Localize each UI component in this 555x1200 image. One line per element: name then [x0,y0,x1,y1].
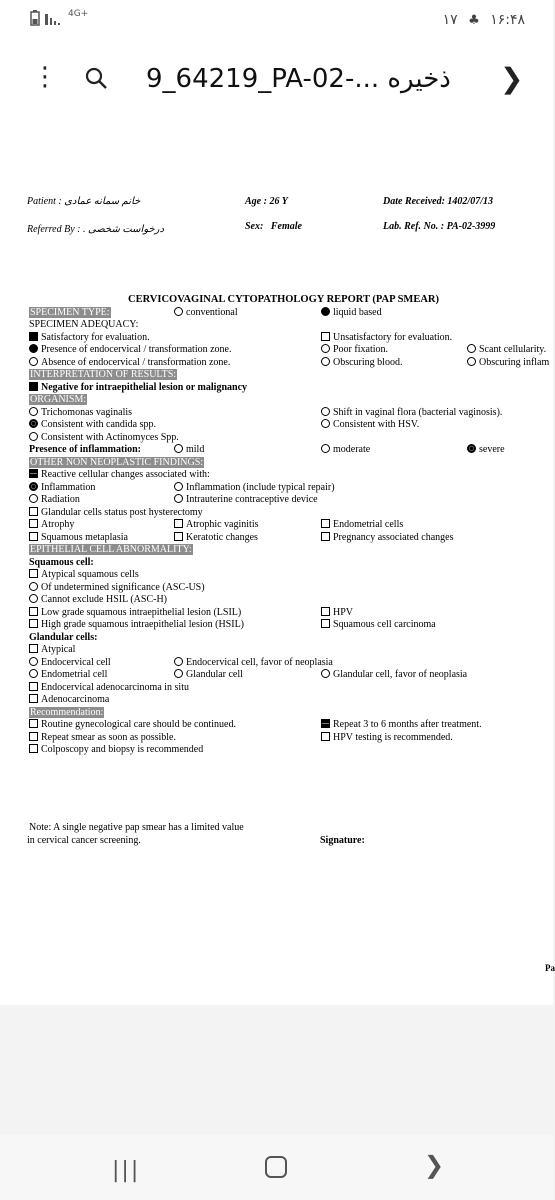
document-title: 9_64219_PA-02-... ذخیره [146,64,451,94]
option-absence-endo [29,357,230,369]
checkbox-icon [29,507,38,516]
endocervical-cell-label: Endocervical cell [41,657,111,668]
option-endometrial-cells [321,519,403,531]
option-actinomyces [29,432,179,444]
hpv-label: HPV [333,607,354,618]
system-nav-bar [0,1135,553,1200]
battery-icon [30,10,40,26]
radio-icon [29,657,38,666]
radio-icon [29,407,38,416]
radio-checked-icon [29,419,38,428]
option-repeat-3-6 [321,719,482,731]
endocervical-adeno-label: Endocervical adenocarcinoma in situ [41,682,189,693]
checkbox-icon [29,569,38,578]
repeat-3-6-label: Repeat 3 to 6 months after treatment. [333,719,482,730]
inflammation-label: Presence of inflammation: [29,444,142,455]
option-trichomonas [29,407,132,419]
inflammation-option-label: Inflammation [41,482,96,493]
option-liquid-based [321,307,382,319]
note-line-2: in cervical cancer screening. [27,835,141,846]
option-obscuring-inflam [467,357,549,369]
recents-icon[interactable]: ||| [112,1158,141,1183]
hsil-label: High grade squamous intraepithelial lesion (HSIL) [41,619,245,630]
glandular-neoplasia-label: Glandular cell, favor of neoplasia [333,669,468,680]
conventional-label: conventional [186,307,238,318]
radio-checked-icon [29,344,38,353]
radio-icon [29,582,38,591]
patient-name: خانم سمانه عمادی [64,196,141,207]
radio-icon [321,444,330,453]
report-title: CERVICOVAGINAL CYTOPATHOLOGY REPORT (PAP SMEAR) [128,294,439,305]
endometrial-cell-label: Endometrial cell [41,669,108,680]
back-icon[interactable]: ❯ [424,1151,445,1179]
checkbox-checked-icon [321,719,330,728]
option-atrophy [29,519,74,531]
option-shift-flora [321,407,502,419]
repeat-soon-label: Repeat smear as soon as possible. [41,732,176,743]
checkbox-icon [29,607,38,616]
recommendation-heading [29,707,104,719]
option-atrophic-vaginitis [174,519,259,531]
referred-value: درخواست شخصی [88,224,164,235]
squamous-cell-heading: Squamous cell: [29,557,94,568]
atypical-label: Atypical [41,644,76,655]
pdf-page [0,120,553,1005]
checkbox-icon [29,719,38,728]
checkbox-icon [321,607,330,616]
radio-icon [174,657,183,666]
lab-label: Lab. Ref. No. : [383,221,445,232]
glandular-cell-label: Glandular cell [186,669,243,680]
signature-label: Signature: [320,835,365,846]
radio-icon [174,494,183,503]
unsatisfactory-label: Unsatisfactory for evaluation. [333,332,453,343]
checkbox-icon [29,519,38,528]
checkbox-icon [29,682,38,691]
option-candida [29,419,156,431]
lab-value: PA-02-3999 [446,221,496,232]
epithelial-label: EPITHELIAL CELL ABNORMALITY: [30,544,192,555]
hpv-testing-label: HPV testing is recommended. [333,732,453,743]
radio-icon [174,307,183,316]
endocervical-neoplasia-label: Endocervical cell, favor of neoplasia [186,657,333,668]
option-routine [29,719,236,731]
checkbox-checked-icon [29,469,38,478]
endometrial-cells-label: Endometrial cells [333,519,404,530]
asc-us-label: Of undetermined significance (ASC-US) [41,582,205,593]
status-bar [0,0,553,42]
option-radiation [29,494,80,506]
option-satisfactory [29,332,150,344]
actinomyces-label: Consistent with Actinomyces Spp. [41,432,179,443]
checkbox-checked-icon [29,332,38,341]
status-right [443,12,525,28]
other-findings-heading [29,457,204,469]
radio-icon [174,444,183,453]
option-pregnancy [321,532,454,544]
colposcopy-label: Colposcopy and biopsy is recommended [41,744,204,755]
routine-label: Routine gynecological care should be continued. [41,719,236,730]
checkbox-checked-icon [29,382,38,391]
option-hsil [29,619,244,631]
squamous-metaplasia-label: Squamous metaplasia [41,532,128,543]
option-scant [467,344,546,356]
date-value: 1402/07/13 [447,196,493,207]
patient-label: Patient : [27,196,62,207]
option-inflam-repair [174,482,335,494]
option-asc-h [29,594,167,606]
radio-icon [467,344,476,353]
app-toolbar [0,42,553,120]
checkbox-icon [321,619,330,628]
option-asc-us [29,582,205,594]
option-glandular-status [29,507,203,519]
radio-icon [29,357,38,366]
referred-row [27,224,164,236]
patient-row [27,196,140,208]
age-row [245,196,288,208]
obscuring-blood-label: Obscuring blood. [333,357,403,368]
lab-row [383,221,495,233]
option-poor-fixation [321,344,388,356]
satisfactory-label: Satisfactory for evaluation. [41,332,150,343]
radio-icon [321,344,330,353]
option-hsv [321,419,419,431]
home-icon[interactable] [265,1156,287,1178]
search-icon[interactable] [84,66,108,94]
age-value: 26 Y [269,196,288,207]
asc-h-label: Cannot exclude HSIL (ASC-H) [41,594,167,605]
option-reactive [29,469,210,481]
option-endocervical-adeno [29,682,189,694]
keratotic-label: Keratotic changes [186,532,258,543]
option-severe [467,444,505,456]
option-glandular-neoplasia [321,669,467,681]
sex-row [245,221,302,233]
more-vert-icon[interactable]: ⋮ [32,62,58,92]
option-atypical-squamous [29,569,139,581]
organism-heading [29,394,87,406]
interpretation-heading [29,369,177,381]
note-line-1: Note: A single negative pap smear has a limited value [29,822,244,833]
pregnancy-label: Pregnancy associated changes [333,532,454,543]
option-presence-endo [29,344,231,356]
option-hpv-testing [321,732,453,744]
date-row [383,196,493,208]
option-squamous-metaplasia [29,532,128,544]
radio-icon [29,432,38,441]
recommendation-label: Recommendation: [30,707,104,718]
option-repeat-soon [29,732,176,744]
atrophy-label: Atrophy [41,519,75,530]
option-keratotic [174,532,258,544]
sex-value: Female [270,221,302,232]
inflam-repair-label: Inflammation (include typical repair) [186,482,335,493]
specimen-type-heading [29,307,111,319]
sex-label: Sex: [245,221,264,232]
checkbox-icon [321,532,330,541]
option-mild [174,444,204,456]
radio-icon [29,669,38,678]
scc-label: Squamous cell carcinoma [333,619,436,630]
checkbox-icon [29,644,38,653]
radio-icon [321,669,330,678]
radio-icon [174,669,183,678]
poor-fixation-label: Poor fixation. [333,344,388,355]
liquid-based-label: liquid based [333,307,382,318]
checkbox-icon [174,519,183,528]
option-scc [321,619,436,631]
absence-endo-label: Absence of endocervical / transformation zone. [41,357,231,368]
glandular-cells-heading: Glandular cells: [29,632,98,643]
shift-flora-label: Shift in vaginal flora (bacterial vaginosis). [333,407,503,418]
radio-checked-icon [29,482,38,491]
severe-label: severe [479,444,505,455]
atrophic-vaginitis-label: Atrophic vaginitis [186,519,259,530]
adenocarcinoma-label: Adenocarcinoma [41,694,110,705]
checkbox-icon [29,732,38,741]
radio-icon [321,407,330,416]
lsil-label: Low grade squamous intraepithelial lesion (LSIL) [41,607,242,618]
option-endocervical-neoplasia [174,657,333,669]
chevron-right-icon[interactable]: ❯ [500,62,524,95]
date-label: Date Received: [383,196,445,207]
candida-label: Consistent with candida spp. [41,419,156,430]
reactive-label: Reactive cellular changes associated with: [41,469,210,480]
date-day: ۱۷ [442,12,458,28]
option-moderate [321,444,370,456]
organism-label: ORGANISM: [30,394,87,405]
radio-icon [174,482,183,491]
specimen-adequacy-heading: SPECIMEN ADEQUACY: [29,319,139,330]
radio-icon [29,594,38,603]
checkbox-icon [321,332,330,341]
radio-icon [29,494,38,503]
option-iud [174,494,318,506]
checkbox-icon [29,744,38,753]
age-label: Age : [245,196,267,207]
trichomonas-label: Trichomonas vaginalis [41,407,133,418]
radio-icon [467,357,476,366]
option-adenocarcinoma [29,694,109,706]
option-obscuring-blood [321,357,402,369]
signal-icon [44,10,64,26]
epithelial-heading [29,544,193,556]
viewer-background [0,1005,553,1135]
moderate-label: moderate [333,444,371,455]
specimen-type-label: SPECIMEN TYPE: [30,307,110,318]
option-lsil [29,607,241,619]
scant-label: Scant cellularity. [479,344,547,355]
checkbox-icon [29,619,38,628]
status-left [30,10,88,26]
checkbox-icon [321,732,330,741]
option-endocervical-cell [29,657,111,669]
checkbox-icon [29,694,38,703]
option-conventional [174,307,238,319]
radiation-label: Radiation [41,494,80,505]
option-colposcopy [29,744,203,756]
mild-label: mild [186,444,205,455]
interpretation-label: INTERPRETATION OF RESULTS: [30,369,177,380]
network-type: 4G+ [68,9,89,19]
radio-icon [321,357,330,366]
clock: ۱۶:۴۸ [490,12,525,28]
checkbox-icon [321,519,330,528]
radio-checked-icon [321,307,330,316]
iud-label: Intrauterine contraceptive device [186,494,318,505]
option-atypical [29,644,75,656]
option-negative [29,382,247,394]
checkbox-icon [29,532,38,541]
option-unsatisfactory [321,332,452,344]
radio-icon [321,419,330,428]
hsv-label: Consistent with HSV. [333,419,420,430]
option-hpv [321,607,353,619]
glandular-status-label: Glandular cells status post hysterectomy [41,507,203,518]
radio-checked-icon [467,444,476,453]
obscuring-inflam-label: Obscuring inflam [479,357,550,368]
page-label: Pa [545,963,555,973]
option-glandular-cell [174,669,243,681]
negative-label: Negative for intraepithelial lesion or malignancy [41,382,248,393]
atypical-squamous-label: Atypical squamous cells [41,569,139,580]
presence-endo-label: Presence of endocervical / transformation zone. [41,344,232,355]
notification-icon: ♣ [468,13,480,28]
option-endometrial-cell [29,669,107,681]
option-inflammation [29,482,95,494]
referred-label: Referred By : . [27,224,86,235]
other-findings-label: OTHER NON NEOPLASTIC FINDINGS: [30,457,204,468]
checkbox-icon [174,532,183,541]
